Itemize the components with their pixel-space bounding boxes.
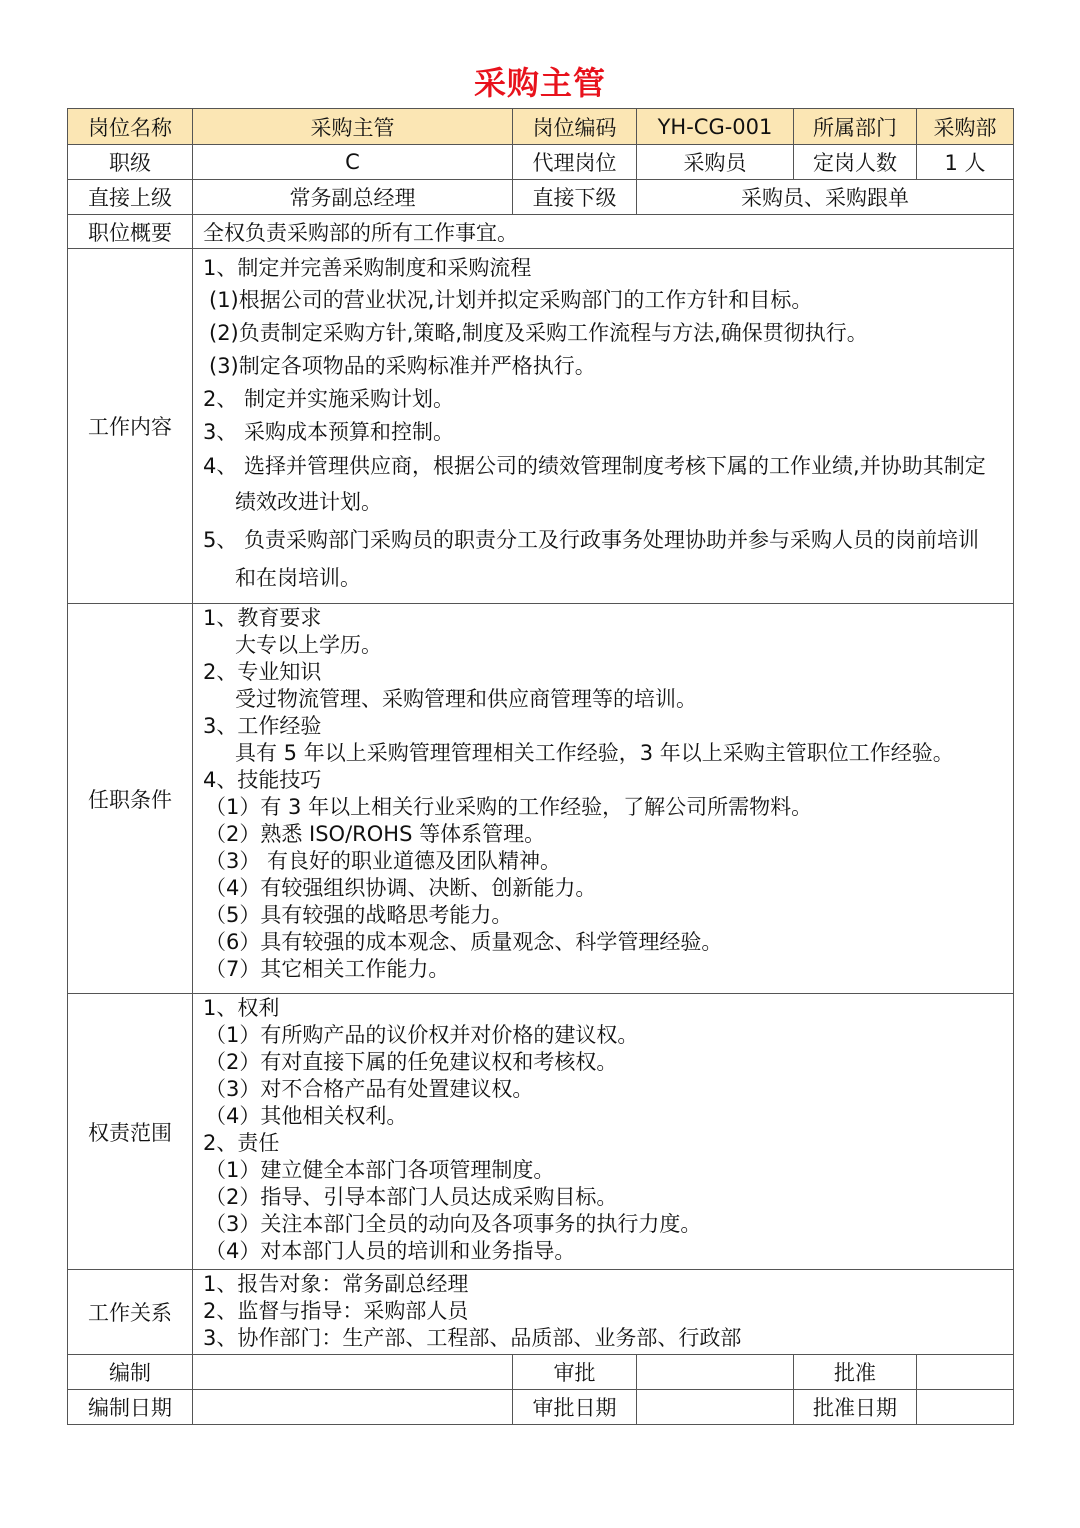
value-prepared-date: [193, 1390, 513, 1425]
label-prepared: 编制: [68, 1355, 193, 1390]
authority-list: [193, 994, 1014, 1270]
authority-line: （3）关注本部门全员的动向及各项事务的执行力度。: [205, 1212, 702, 1236]
label-reviewed: 审批: [513, 1355, 637, 1390]
duties-line: (1)根据公司的营业状况,计划并拟定采购部门的工作方针和目标。: [209, 288, 813, 312]
value-approved-date: [917, 1390, 1014, 1425]
qualifications-list: [193, 604, 1014, 994]
label-deputy: 代理岗位: [513, 145, 637, 180]
duties-line: 3、 采购成本预算和控制。: [203, 420, 455, 444]
duties-line: 1、制定并完善采购制度和采购流程: [203, 256, 532, 280]
job-description-table: [67, 108, 1014, 1425]
value-superior: 常务副总经理: [193, 180, 513, 215]
qualifications-line: （4）有较强组织协调、决断、创新能力。: [205, 876, 597, 900]
value-deputy: 采购员: [637, 145, 794, 180]
label-position-name: 岗位名称: [68, 109, 193, 145]
label-headcount: 定岗人数: [794, 145, 917, 180]
duties-list: [193, 249, 1014, 604]
authority-line: 1、权利: [203, 996, 280, 1020]
value-subordinate: 采购员、采购跟单: [637, 180, 1014, 215]
authority-line: （1）建立健全本部门各项管理制度。: [205, 1158, 555, 1182]
row-summary: [68, 215, 1014, 249]
row-signoff-dates: [68, 1390, 1014, 1425]
qualifications-line: 4、技能技巧: [203, 768, 322, 792]
duties-line: 绩效改进计划。: [235, 490, 382, 514]
qualifications-line: 大专以上学历。: [235, 633, 382, 657]
label-duties: 工作内容: [68, 249, 193, 604]
value-prepared: [193, 1355, 513, 1390]
value-position-name: 采购主管: [193, 109, 513, 145]
authority-line: （2）指导、引导本部门人员达成采购目标。: [205, 1185, 618, 1209]
row-position: [68, 109, 1014, 145]
duties-line: 和在岗培训。: [235, 566, 361, 590]
row-reporting: [68, 180, 1014, 215]
qualifications-line: （5）具有较强的战略思考能力。: [205, 903, 513, 927]
qualifications-line: （6）具有较强的成本观念、质量观念、科学管理经验。: [205, 930, 723, 954]
relations-line: 2、监督与指导：采购部人员: [203, 1299, 469, 1323]
authority-line: （3）对不合格产品有处置建议权。: [205, 1077, 534, 1101]
value-approved: [917, 1355, 1014, 1390]
label-qualifications: 任职条件: [68, 604, 193, 994]
authority-line: （4）对本部门人员的培训和业务指导。: [205, 1239, 576, 1263]
value-position-code: YH-CG-001: [637, 109, 794, 145]
page-title: 采购主管: [473, 64, 606, 102]
label-department: 所属部门: [794, 109, 917, 145]
authority-line: （4）其他相关权利。: [205, 1104, 408, 1128]
label-superior: 直接上级: [68, 180, 193, 215]
row-duties: [68, 249, 1014, 604]
label-subordinate: 直接下级: [513, 180, 637, 215]
label-approved: 批准: [794, 1355, 917, 1390]
row-qualifications: [68, 604, 1014, 994]
authority-line: 2、责任: [203, 1131, 280, 1155]
row-level: [68, 145, 1014, 180]
qualifications-line: （1）有 3 年以上相关行业采购的工作经验，了解公司所需物料。: [205, 795, 813, 819]
label-approved-date: 批准日期: [794, 1390, 917, 1425]
label-level: 职级: [68, 145, 193, 180]
relations-list: [193, 1270, 1014, 1355]
relations-line: 1、报告对象：常务副总经理: [203, 1272, 469, 1296]
duties-line: 5、 负责采购部门采购员的职责分工及行政事务处理协助并参与采购人员的岗前培训: [203, 528, 980, 552]
value-reviewed-date: [637, 1390, 794, 1425]
label-relations: 工作关系: [68, 1270, 193, 1355]
authority-line: （2）有对直接下属的任免建议权和考核权。: [205, 1050, 618, 1074]
authority-line: （1）有所购产品的议价权并对价格的建议权。: [205, 1023, 639, 1047]
row-signoff: [68, 1355, 1014, 1390]
qualifications-line: （7）其它相关工作能力。: [205, 957, 450, 981]
label-position-code: 岗位编码: [513, 109, 637, 145]
value-level: C: [193, 145, 513, 180]
row-relations: [68, 1270, 1014, 1355]
row-authority: [68, 994, 1014, 1270]
label-authority: 权责范围: [68, 994, 193, 1270]
relations-line: 3、协作部门：生产部、工程部、品质部、业务部、行政部: [203, 1326, 742, 1350]
qualifications-line: （3） 有良好的职业道德及团队精神。: [205, 849, 562, 873]
label-prepared-date: 编制日期: [68, 1390, 193, 1425]
qualifications-line: 受过物流管理、采购管理和供应商管理等的培训。: [235, 687, 697, 711]
qualifications-line: 具有 5 年以上采购管理管理相关工作经验，3 年以上采购主管职位工作经验。: [235, 741, 954, 765]
qualifications-line: 2、专业知识: [203, 660, 322, 684]
qualifications-line: 1、教育要求: [203, 606, 322, 630]
duties-line: 2、 制定并实施采购计划。: [203, 387, 455, 411]
value-department: 采购部: [917, 109, 1014, 145]
label-summary: 职位概要: [68, 215, 193, 249]
qualifications-line: 3、工作经验: [203, 714, 322, 738]
label-reviewed-date: 审批日期: [513, 1390, 637, 1425]
value-headcount: 1 人: [917, 145, 1014, 180]
duties-line: (3)制定各项物品的采购标准并严格执行。: [209, 354, 596, 378]
value-summary: 全权负责采购部的所有工作事宜。: [193, 215, 1014, 249]
qualifications-line: （2）熟悉 ISO/ROHS 等体系管理。: [205, 822, 546, 846]
value-reviewed: [637, 1355, 794, 1390]
duties-line: 4、 选择并管理供应商，根据公司的绩效管理制度考核下属的工作业绩,并协助其制定: [203, 454, 986, 478]
duties-line: (2)负责制定采购方针,策略,制度及采购工作流程与方法,确保贯彻执行。: [209, 321, 868, 345]
